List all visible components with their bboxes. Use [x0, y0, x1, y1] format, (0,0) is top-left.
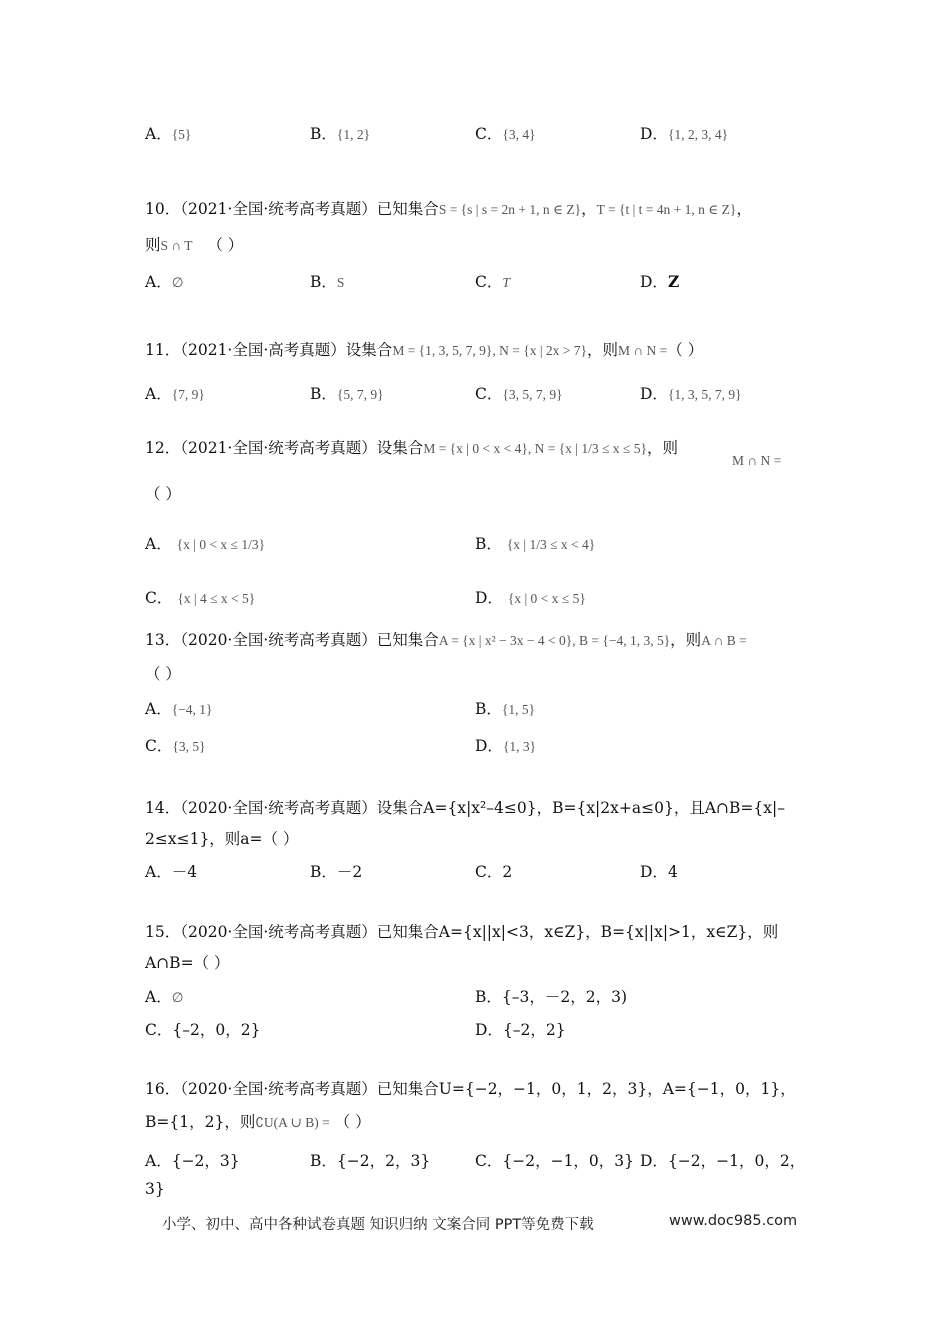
footer-text: 小学、初中、高中各种试卷真题 知识归纳 文案合同 PPT等免费下载	[162, 1217, 594, 1233]
option-c[interactable]: C．2	[475, 863, 513, 881]
option-c[interactable]: C．T	[475, 273, 510, 291]
option-d[interactable]: D．Z	[640, 272, 680, 291]
option-d[interactable]: D．{–2，2}	[475, 1021, 566, 1039]
option-d[interactable]: D．{1, 2, 3, 4}	[640, 125, 729, 143]
option-a[interactable]: A．∅	[145, 988, 184, 1006]
option-a[interactable]: A．{−4, 1}	[145, 700, 213, 718]
question-stem-line2: 2≤x≤1}，则a=（ ）	[145, 830, 299, 848]
option-a[interactable]: A．{5}	[145, 125, 192, 143]
option-a[interactable]: A．{−2，3}	[145, 1152, 240, 1170]
question-stem: 15．（2020·全国·统考高考真题）已知集合A={x||x|<3，x∈Z}，B={x||x|>1，x∈Z}，则	[145, 923, 779, 941]
question-stem-line2: B={1，2}，则∁U(A ∪ B) = （ ）	[145, 1113, 371, 1131]
question-stem: 12．（2021·全国·统考高考真题）设集合M = {x | 0 < x < 4}, N = {x | 1/3 ≤ x ≤ 5}，则	[145, 439, 678, 457]
option-c[interactable]: C．{−2，−1，0，3}	[475, 1152, 635, 1170]
question-stem: 13．（2020·全国·统考高考真题）已知集合A = {x | x² − 3x − 4 < 0}, B = {−4, 1, 3, 5}，则A ∩ B =	[145, 631, 747, 649]
option-b[interactable]: B．{–3，－2，2，3)	[475, 988, 627, 1006]
option-a[interactable]: A． {x | 0 < x ≤ 1/3}	[145, 535, 266, 553]
option-b[interactable]: B．－2	[310, 863, 363, 881]
option-d[interactable]: D． {x | 0 < x ≤ 5}	[475, 589, 586, 607]
option-c[interactable]: C．{3, 4}	[475, 125, 536, 143]
option-c[interactable]: C．{–2，0，2}	[145, 1021, 261, 1039]
question-stem: 16．（2020·全国·统考高考真题）已知集合U={−2，−1，0，1，2，3}，A={−1，0，1}，	[145, 1080, 796, 1098]
option-b[interactable]: B．{1, 2}	[310, 125, 371, 143]
option-b[interactable]: B．S	[310, 273, 345, 291]
option-a[interactable]: A．－4	[145, 863, 198, 881]
question-stem-line2: 则S ∩ T （ ）	[145, 236, 244, 254]
option-d-wrap: 3}	[145, 1180, 165, 1198]
page-footer	[162, 1213, 802, 1234]
option-d[interactable]: D．{1, 3, 5, 7, 9}	[640, 385, 742, 403]
option-b[interactable]: B． {x | 1/3 ≤ x < 4}	[475, 535, 596, 553]
option-b[interactable]: B．{−2，2，3}	[310, 1152, 431, 1170]
option-a[interactable]: A．{7, 9}	[145, 385, 205, 403]
question-stem-line2: A∩B=（ ）	[145, 954, 230, 972]
option-a[interactable]: A．∅	[145, 273, 184, 291]
option-b[interactable]: B．{5, 7, 9}	[310, 385, 384, 403]
option-d[interactable]: D．4	[640, 863, 678, 881]
question-stem: 10．（2021·全国·统考高考真题）已知集合S = {s | s = 2n + 1, n ∈ Z}，T = {t | t = 4n + 1, n ∈ Z}，	[145, 200, 752, 218]
question-stem-tail: M ∩ N =	[732, 453, 782, 468]
option-c[interactable]: C．{3, 5}	[145, 737, 206, 755]
option-d[interactable]: D．{−2，−1，0，2，	[640, 1152, 806, 1170]
option-c[interactable]: C． {x | 4 ≤ x < 5}	[145, 589, 256, 607]
option-b[interactable]: B．{1, 5}	[475, 700, 536, 718]
question-paren: （ ）	[145, 665, 181, 683]
question-stem: 11．（2021·全国·高考真题）设集合M = {1, 3, 5, 7, 9}, N = {x | 2x > 7}，则M ∩ N =（ ）	[145, 341, 704, 359]
question-stem: 14．（2020·全国·统考高考真题）设集合A={x|x²–4≤0}，B={x|2x+a≤0}，且A∩B={x|–	[145, 799, 785, 817]
option-d[interactable]: D．{1, 3}	[475, 737, 537, 755]
option-c[interactable]: C．{3, 5, 7, 9}	[475, 385, 563, 403]
footer-link[interactable]: www.doc985.com	[669, 1213, 798, 1229]
question-paren: （ ）	[145, 485, 181, 503]
